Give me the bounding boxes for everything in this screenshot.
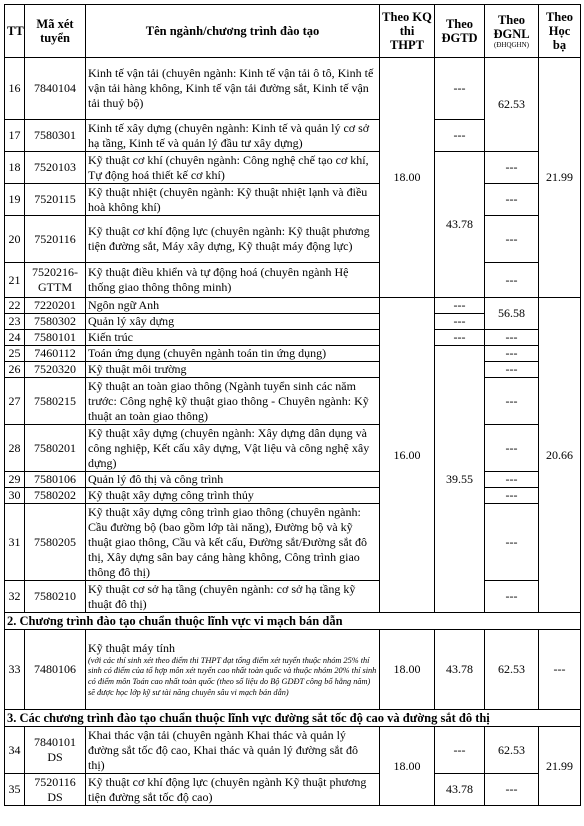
row-tt: 35 [5,774,25,806]
row-code: 7840104 [25,58,86,120]
row-name [86,630,380,710]
row-dgnl: --- [485,774,539,806]
table-row [5,504,581,581]
header-tt: TT [5,5,25,58]
row-code: 7520116 DS [25,774,86,806]
header-name: Tên ngành/chương trình đào tạo [86,5,380,58]
row-tt: 24 [5,330,25,346]
row-dgnl: --- [485,378,539,425]
row-tt: 23 [5,314,25,330]
row-code: 7580201 [25,425,86,472]
table-row [5,362,581,378]
row-name: Kỹ thuật điều khiển và tự động hoá (chuyên ngành Hệ thống giao thông thông minh) [86,263,380,298]
row-name: Kỹ thuật xây dựng công trình giao thông (chuyên ngành: Cầu đường bộ (bao gồm lớp tài năng), Đường bộ và kỹ thuật giao thông, Cầu và kết cấu, Đường sắt/Đường sắt đô thị, Xây dựng sân bay cảng hàng không, Công trình giao thông đô thị) [86,504,380,581]
row-dgnl: 62.53 [485,630,539,710]
table-row [5,346,581,362]
row-code: 7460112 [25,346,86,362]
row-dgnl: --- [485,346,539,362]
table-row [5,298,581,314]
row-code: 7520103 [25,152,86,184]
row-code: 7580205 [25,504,86,581]
row-tt: 21 [5,263,25,298]
row-tt: 32 [5,581,25,613]
admission-table [4,4,581,806]
row-dgnl: --- [485,184,539,216]
row-tt: 33 [5,630,25,710]
table-row [5,152,581,184]
row-dgtd: --- [435,58,485,120]
row-code: 7580101 [25,330,86,346]
row-name: Kinh tế vận tải (chuyên ngành: Kinh tế vận tải ô tô, Kinh tế vận tải hàng không, Kinh tế vận tải đường sắt, Kinh tế vận tải thuỷ bộ) [86,58,380,120]
row-code: 7580301 [25,120,86,152]
row-name: Kỹ thuật xây dựng (chuyên ngành: Xây dựng dân dụng và công nghiệp, Kết cấu xây dựng, Vật liệu và công nghệ xây dựng) [86,425,380,472]
dgnl-score-a: 62.53 [485,58,539,152]
table-row [5,630,581,710]
row-dgtd: --- [435,314,485,330]
row-name: Toán ứng dụng (chuyên ngành toán tin ứng dụng) [86,346,380,362]
table-row [5,581,581,613]
dgtd-score-b: 39.55 [435,346,485,613]
row-code: 7220201 [25,298,86,314]
row-code: 7580302 [25,314,86,330]
table-row [5,216,581,263]
header-row [5,5,581,58]
table-row [5,425,581,472]
thpt-score-c: 18.00 [380,727,435,806]
thpt-score-a: 18.00 [380,58,435,298]
row-dgnl: --- [485,581,539,613]
row-dgnl: --- [485,488,539,504]
header-dgnl-label: Theo ĐGNL [493,12,530,41]
row-name: Kỹ thuật môi trường [86,362,380,378]
header-dgnl [485,5,539,58]
row-dgnl: --- [485,152,539,184]
row-dgnl: --- [485,504,539,581]
row-dgtd: 43.78 [435,630,485,710]
hocba-score-c: 21.99 [539,727,581,806]
row-dgnl: --- [485,425,539,472]
row-tt: 20 [5,216,25,263]
table-row [5,472,581,488]
header-dgtd: Theo ĐGTD [435,5,485,58]
header-dgnl-sub: (ĐHQGHN) [494,40,529,49]
table-row [5,263,581,298]
row-dgnl: --- [485,263,539,298]
row-code: 7520115 [25,184,86,216]
row-code: 7580210 [25,581,86,613]
row-code: 7520116 [25,216,86,263]
table-row [5,727,581,774]
row-code: 7580106 [25,472,86,488]
header-thpt: Theo KQ thi THPT [380,5,435,58]
row-tt: 26 [5,362,25,378]
row-thpt: 18.00 [380,630,435,710]
row-name: Kỹ thuật an toàn giao thông (Ngành tuyển sinh các năm trước: Công nghệ kỹ thuật giao thông - Chuyên ngành: Kỹ thuật an toàn giao thông) [86,378,380,425]
row-code: 7840101 DS [25,727,86,774]
row-tt: 29 [5,472,25,488]
table-row [5,378,581,425]
dgtd-score-a: 43.78 [435,152,485,298]
header-hocba: Theo Học bạ [539,5,581,58]
hocba-score-b: 20.66 [539,298,581,613]
row-name: Kỹ thuật cơ sở hạ tầng (chuyên ngành: cơ sở hạ tầng kỹ thuật đô thị) [86,581,380,613]
row-dgnl: --- [485,362,539,378]
row-dgtd: 43.78 [435,774,485,806]
row-dgtd: --- [435,330,485,346]
program-note: (với các thí sinh xét theo điểm thi THPT đạt tổng điểm xét tuyển thuộc nhóm 25% thí sinh có điểm của tổ hợp môn xét tuyển cao nhất toàn quốc và thuộc nhóm 20% thí sinh có điểm môn Toán cao nhất toàn quốc (theo số liệu do Bộ GDĐT công bố hằng năm) sẽ được học lớp kỹ sư tài năng chuyên sâu vi mạch bán dẫn) [88,655,377,697]
row-name: Kỹ thuật cơ khí động lực (chuyên ngành Kỹ thuật phương tiện đường sắt tốc độ cao) [86,774,380,806]
row-tt: 22 [5,298,25,314]
row-name: Quản lý xây dựng [86,314,380,330]
row-name: Kỹ thuật xây dựng công trình thủy [86,488,380,504]
section-3-title: 3. Các chương trình đào tạo chuẩn thuộc lĩnh vực đường sắt tốc độ cao và đường sắt đô thị [5,710,581,727]
row-code: 7580202 [25,488,86,504]
header-code: Mã xét tuyển [25,5,86,58]
row-name: Kiến trúc [86,330,380,346]
row-tt: 31 [5,504,25,581]
row-tt: 25 [5,346,25,362]
row-tt: 18 [5,152,25,184]
row-dgnl: --- [485,216,539,263]
table-row [5,184,581,216]
row-dgnl: 62.53 [485,727,539,774]
row-tt: 16 [5,58,25,120]
row-tt: 19 [5,184,25,216]
row-dgtd: --- [435,120,485,152]
row-tt: 34 [5,727,25,774]
program-name: Kỹ thuật máy tính [88,640,175,655]
dgnl-score-b: 56.58 [485,298,539,330]
row-code: 7580215 [25,378,86,425]
row-name: Kỹ thuật cơ khí (chuyên ngành: Công nghệ chế tạo cơ khí, Tự động hoá thiết kế cơ khí) [86,152,380,184]
row-dgnl: --- [485,472,539,488]
table-row [5,58,581,120]
section-heading-row [5,613,581,630]
hocba-score-a: 21.99 [539,58,581,298]
row-name: Kỹ thuật nhiệt (chuyên ngành: Kỹ thuật nhiệt lạnh và điều hoà không khí) [86,184,380,216]
row-tt: 28 [5,425,25,472]
thpt-score-b: 16.00 [380,298,435,613]
row-hocba: --- [539,630,581,710]
table-row [5,488,581,504]
table-row [5,330,581,346]
section-2-title: 2. Chương trình đào tạo chuẩn thuộc lĩnh vực vi mạch bán dẫn [5,613,581,630]
row-dgnl: --- [485,330,539,346]
row-tt: 17 [5,120,25,152]
row-name: Khai thác vận tải (chuyên ngành Khai thác và quản lý đường sắt tốc độ cao, Khai thác và quản lý đường sắt đô thị) [86,727,380,774]
row-dgtd: --- [435,727,485,774]
table-row [5,774,581,806]
row-code: 7520216-GTTM [25,263,86,298]
row-tt: 30 [5,488,25,504]
section-heading-row [5,710,581,727]
row-name: Ngôn ngữ Anh [86,298,380,314]
row-code: 7480106 [25,630,86,710]
row-name: Quản lý đô thị và công trình [86,472,380,488]
row-dgtd: --- [435,298,485,314]
row-name: Kỹ thuật cơ khí động lực (chuyên ngành: Kỹ thuật phương tiện đường sắt, Máy xây dựng, Kỹ thuật máy động lực) [86,216,380,263]
row-tt: 27 [5,378,25,425]
row-code: 7520320 [25,362,86,378]
row-name: Kinh tế xây dựng (chuyên ngành: Kinh tế và quản lý cơ sở hạ tầng, Kinh tế và quản lý đầu tư xây dựng) [86,120,380,152]
